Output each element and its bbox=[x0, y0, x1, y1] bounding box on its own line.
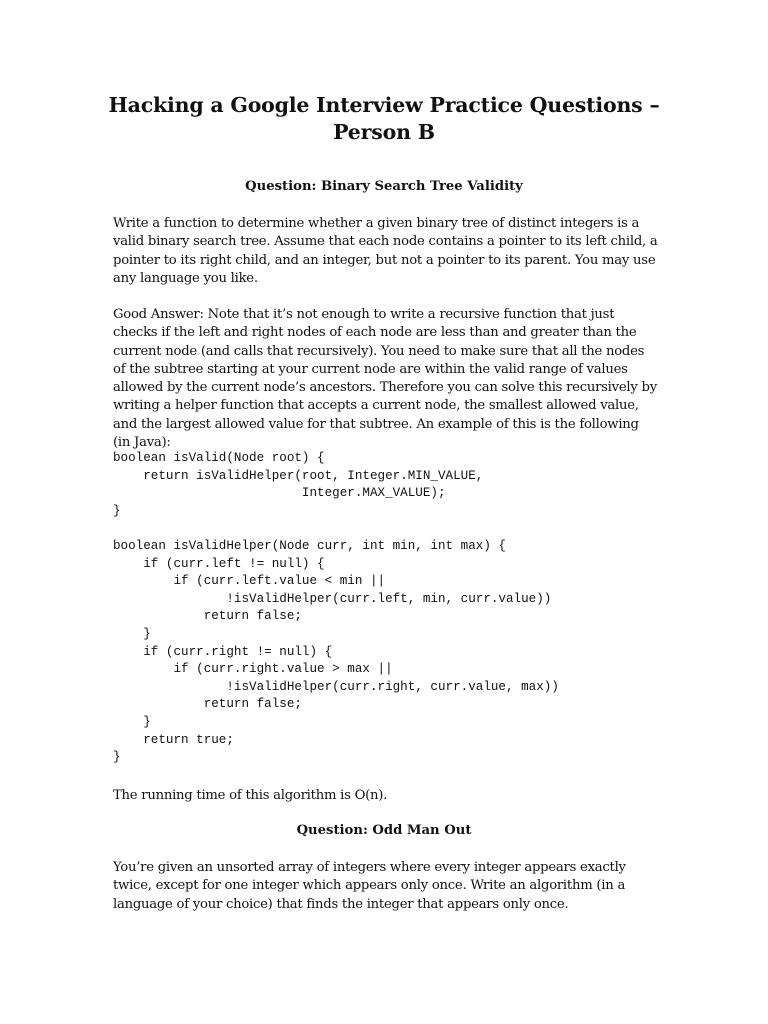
document-title bbox=[0, 92, 768, 146]
title-line-1: Hacking a Google Interview Practice Questions – bbox=[108, 93, 660, 117]
question-1-prompt: Write a function to determine whether a given binary tree of distinct integers is a valid binary search tree. Assume that each node contains a pointer to its left child, a pointer to its right child, and an integer, but not a pointer to its parent. You may use any language you like. bbox=[113, 216, 658, 286]
question-2-prompt: You’re given an unsorted array of integers where every integer appears exactly twice, except for one integer which appears only once. Write an algorithm (in a language of your choice) that finds the integer that appears only once. bbox=[113, 860, 626, 912]
question-1-answer: Good Answer: Note that it’s not enough to write a recursive function that just checks if the left and right nodes of each node are less than and greater than the current node (and calls that recursively). You need to make sure that all the nodes of the subtree starting at your current node are within the valid range of values allowed by the current node’s ancestors. Therefore you can solve this recursively by writing a helper function that accepts a current node, the smallest allowed value, and the largest allowed value for that subtree. An example of this is the following (in Java): bbox=[113, 307, 657, 451]
code-block-isvalidhelper: boolean isValidHelper(Node curr, int min, int max) { if (curr.left != null) { if (curr.left.value < min || !isValidHelper(curr.left, min, curr.value)) return false; } if (curr.right != null) { if (curr.right.value > max || !isValidHelper(curr.right, curr.value, max)) return false; } return true; } bbox=[113, 539, 559, 765]
running-time-note: The running time of this algorithm is O(n). bbox=[113, 788, 388, 803]
question-2-heading: Question: Odd Man Out bbox=[296, 823, 472, 838]
question-1-heading: Question: Binary Search Tree Validity bbox=[245, 179, 523, 194]
title-line-2: Person B bbox=[333, 120, 435, 144]
code-block-isvalid: boolean isValid(Node root) { return isValidHelper(root, Integer.MIN_VALUE, Integer.MAX_VALUE); } bbox=[113, 451, 484, 518]
